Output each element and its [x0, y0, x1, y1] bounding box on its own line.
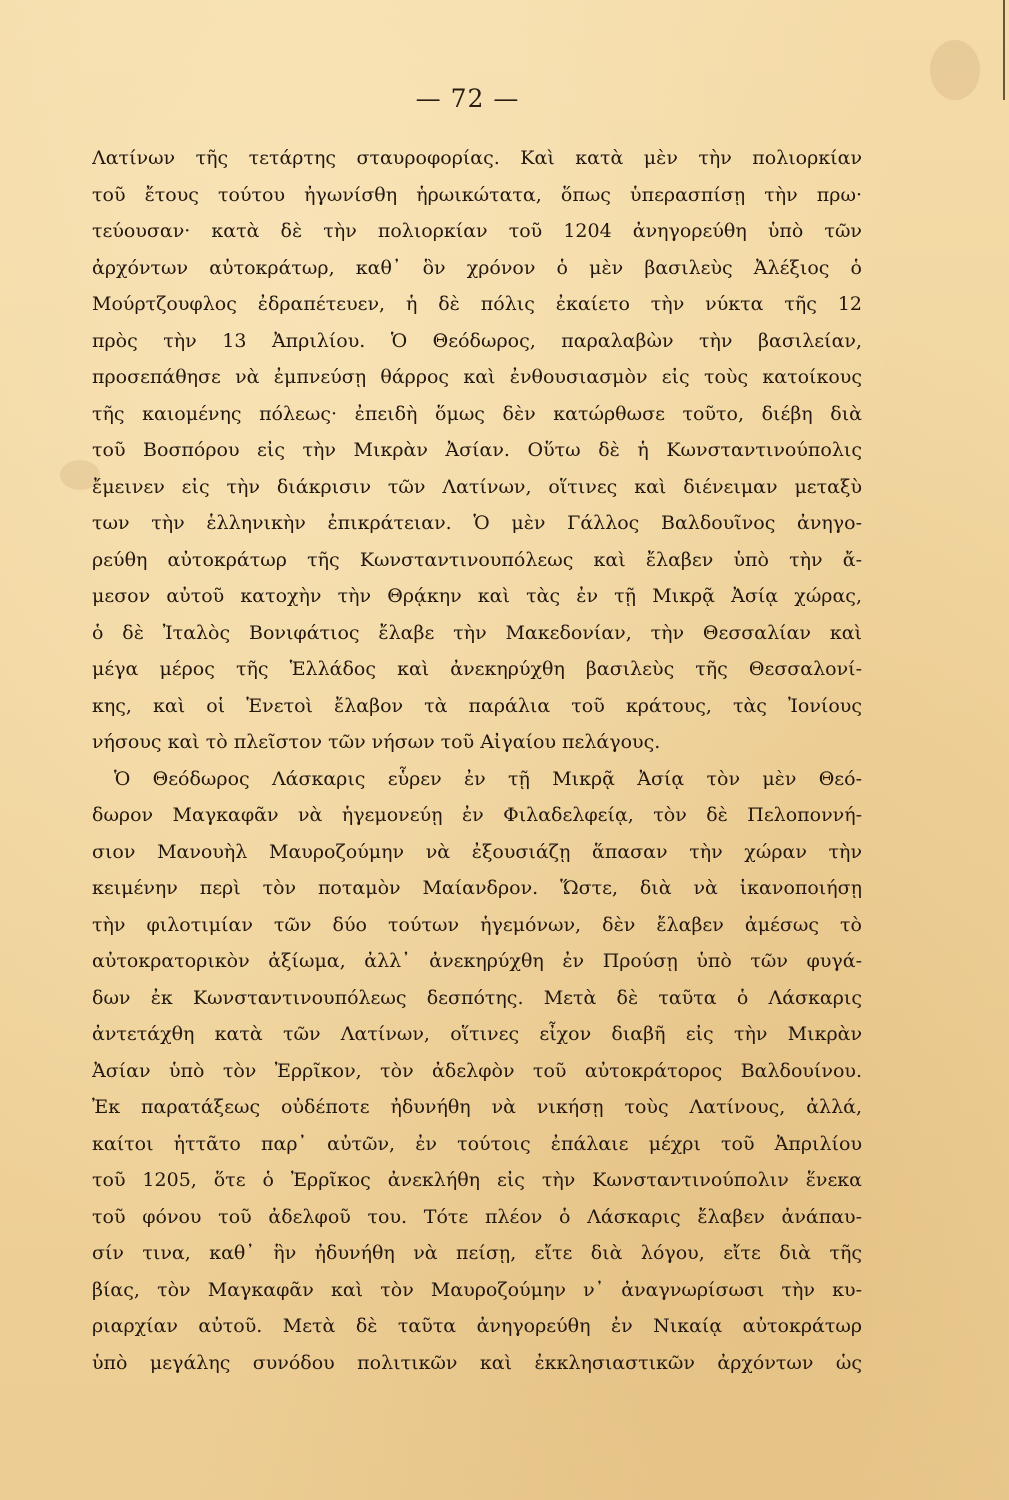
- text-line: ἔμεινεν εἰς τὴν διάκρισιν τῶν Λατίνων, οἵτινες καὶ διένειμαν μεταξὺ: [92, 475, 862, 498]
- text-line: βίας, τὸν Μαγκαφᾶν καὶ τὸν Μαυροζούμην ν᾽ ἀναγνωρίσωσι τὴν κυ-: [92, 1278, 862, 1301]
- text-line: ἀντετάχθη κατὰ τῶν Λατίνων, οἵτινες εἶχον διαβῆ εἰς τὴν Μικρὰν: [92, 1023, 862, 1045]
- text-line: τοῦ φόνου τοῦ ἀδελφοῦ του. Τότε πλέον ὁ Λάσκαρις ἔλαβεν ἀνάπαυ-: [92, 1205, 862, 1228]
- text-line: νήσους καὶ τὸ πλεῖστον τῶν νήσων τοῦ Αἰγαίου πελάγους.: [92, 731, 661, 753]
- paper-stain: [930, 40, 980, 100]
- page-number: — 72 —: [415, 84, 520, 113]
- body-text: [92, 140, 862, 1381]
- text-line: ρεύθη αὐτοκράτωρ τῆς Κωνσταντινουπόλεως καὶ ἔλαβεν ὑπὸ τὴν ἄ-: [92, 548, 862, 571]
- binding-edge: [1003, 0, 1005, 100]
- text-line: τοῦ ἔτους τούτου ἠγωνίσθη ἡρωικώτατα, ὅπως ὑπερασπίσῃ τὴν πρω·: [92, 183, 862, 206]
- text-line: των τὴν ἑλληνικὴν ἐπικράτειαν. Ὁ μὲν Γάλλος Βαλδουῖνος ἀνηγο-: [92, 512, 862, 534]
- text-line: τοῦ Βοσπόρου εἰς τὴν Μικρὰν Ἀσίαν. Οὕτω δὲ ἡ Κωνσταντινούπολις: [92, 439, 862, 461]
- text-line: ὁ δὲ Ἰταλὸς Βονιφάτιος ἔλαβε τὴν Μακεδονίαν, τὴν Θεσσαλίαν καὶ: [92, 621, 862, 644]
- text-line: τῆς καιομένης πόλεως· ἐπειδὴ ὅμως δὲν κατώρθωσε τοῦτο, διέβη διὰ: [92, 402, 862, 425]
- text-line: τοῦ 1205, ὅτε ὁ Ἐρρῖκος ἀνεκλήθη εἰς τὴν Κωνσταντινούπολιν ἕνεκα: [92, 1169, 862, 1191]
- text-line: μεσον αὐτοῦ κατοχὴν τὴν Θρᾴκην καὶ τὰς ἐν τῇ Μικρᾷ Ἀσίᾳ χώρας,: [92, 585, 862, 607]
- text-line: κης, καὶ οἱ Ἑνετοὶ ἔλαβον τὰ παράλια τοῦ κράτους, τὰς Ἰονίους: [92, 694, 862, 717]
- text-line: πρὸς τὴν 13 Ἀπριλίου. Ὁ Θεόδωρος, παραλαβὼν τὴν βασιλείαν,: [92, 329, 862, 352]
- text-line: Λατίνων τῆς τετάρτης σταυροφορίας. Καὶ κατὰ μὲν τὴν πολιορκίαν: [92, 147, 862, 169]
- text-line: τὴν φιλοτιμίαν τῶν δύο τούτων ἡγεμόνων, δὲν ἔλαβεν ἀμέσως τὸ: [92, 913, 862, 936]
- text-line: καίτοι ἡττᾶτο παρ᾽ αὐτῶν, ἐν τούτοις ἐπάλαιε μέχρι τοῦ Ἀπριλίου: [92, 1132, 862, 1155]
- text-line: Ἀσίαν ὑπὸ τὸν Ἐρρῖκον, τὸν ἀδελφὸν τοῦ αὐτοκράτορος Βαλδουίνου.: [92, 1059, 862, 1082]
- text-line: ἀρχόντων αὐτοκράτωρ, καθ᾽ ὃν χρόνον ὁ μὲν βασιλεὺς Ἀλέξιος ὁ: [92, 256, 862, 279]
- text-line: σίν τινα, καθ᾽ ἣν ἠδυνήθη νὰ πείσῃ, εἴτε διὰ λόγου, εἴτε διὰ τῆς: [92, 1242, 862, 1264]
- text-line: σιον Μανουὴλ Μαυροζούμην νὰ ἐξουσιάζῃ ἅπασαν τὴν χώραν τὴν: [92, 840, 862, 863]
- text-line: δων ἐκ Κωνσταντινουπόλεως δεσπότης. Μετὰ δὲ ταῦτα ὁ Λάσκαρις: [92, 986, 862, 1009]
- text-line: Ὁ Θεόδωρος Λάσκαρις εὗρεν ἐν τῇ Μικρᾷ Ἀσίᾳ τὸν μὲν Θεό-: [114, 767, 862, 790]
- text-line: Μούρτζουφλος ἐδραπέτευεν, ἡ δὲ πόλις ἐκαίετο τὴν νύκτα τῆς 12: [92, 293, 862, 315]
- text-line: προσεπάθησε νὰ ἐμπνεύσῃ θάρρος καὶ ἐνθουσιασμὸν εἰς τοὺς κατοίκους: [92, 366, 862, 388]
- text-line: αὐτοκρατορικὸν ἀξίωμα, ἀλλ᾽ ἀνεκηρύχθη ἐν Προύσῃ ὑπὸ τῶν φυγά-: [92, 950, 862, 972]
- text-line: Ἐκ παρατάξεως οὐδέποτε ἠδυνήθη νὰ νικήσῃ τοὺς Λατίνους, ἀλλά,: [92, 1096, 862, 1118]
- text-line: ριαρχίαν αὐτοῦ. Μετὰ δὲ ταῦτα ἀνηγορεύθη ἐν Νικαίᾳ αὐτοκράτωρ: [92, 1315, 862, 1337]
- text-line: ὑπὸ μεγάλης συνόδου πολιτικῶν καὶ ἐκκλησιαστικῶν ἀρχόντων ὡς: [92, 1351, 862, 1374]
- text-line: μέγα μέρος τῆς Ἑλλάδος καὶ ἀνεκηρύχθη βασιλεὺς τῆς Θεσσαλονί-: [92, 658, 862, 680]
- text-line: δωρον Μαγκαφᾶν νὰ ἡγεμονεύῃ ἐν Φιλαδελφείᾳ, τὸν δὲ Πελοποννή-: [92, 804, 862, 826]
- text-line: τεύουσαν· κατὰ δὲ τὴν πολιορκίαν τοῦ 1204 ἀνηγορεύθη ὑπὸ τῶν: [92, 220, 862, 242]
- text-line: κειμένην περὶ τὸν ποταμὸν Μαίανδρον. Ὥστε, διὰ νὰ ἱκανοποιήσῃ: [92, 877, 862, 899]
